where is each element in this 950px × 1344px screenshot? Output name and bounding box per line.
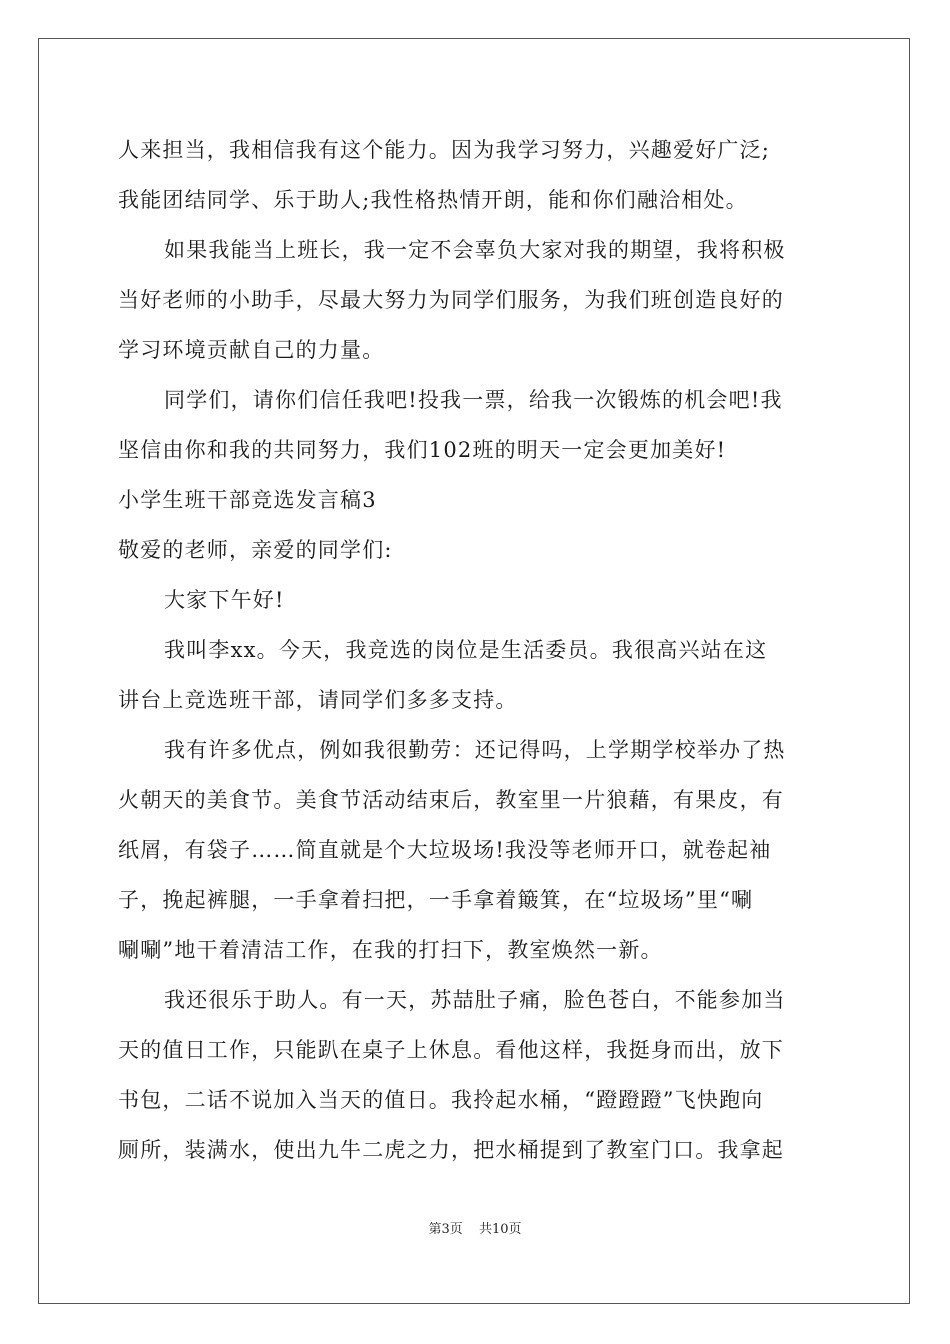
text-line: 子，挽起裤腿，一手拿着扫把，一手拿着簸箕，在“垃圾场”里“唰 (118, 888, 754, 912)
text-line: 讲台上竞选班干部，请同学们多多支持。 (118, 688, 518, 712)
text-line: 我还很乐于助人。有一天，苏喆肚子痛，脸色苍白，不能参加当 (164, 988, 786, 1012)
text-line: 我有许多优点，例如我很勤劳：还记得吗，上学期学校举办了热 (164, 738, 786, 762)
text-line: 学习环境贡献自己的力量。 (118, 338, 385, 362)
text-line: 当好老师的小助手，尽最大努力为同学们服务，为我们班创造良好的 (118, 288, 784, 312)
text-line: 书包，二话不说加入当天的值日。我拎起水桶，“蹬蹬蹬”飞快跑向 (118, 1088, 764, 1112)
text-line: 坚信由你和我的共同努力，我们102班的明天一定会更加美好! (118, 438, 727, 462)
text-line: 厕所，装满水，使出九牛二虎之力，把水桶提到了教室门口。我拿起 (118, 1138, 784, 1162)
text-line: 大家下午好! (164, 588, 285, 612)
text-line: 小学生班干部竞选发言稿3 (118, 488, 377, 512)
page-number-current: 第3页 (428, 1222, 463, 1237)
text-line: 同学们，请你们信任我吧!投我一票，给我一次锻炼的机会吧!我 (164, 388, 783, 412)
text-line: 纸屑，有袋子……简直就是个大垃圾场!我没等老师开口，就卷起袖 (118, 838, 772, 862)
text-line: 人来担当，我相信我有这个能力。因为我学习努力，兴趣爱好广泛; (118, 138, 771, 162)
page-footer (0, 1218, 950, 1237)
text-line: 唰唰”地干着清洁工作，在我的打扫下，教室焕然一新。 (118, 938, 663, 962)
text-line: 火朝天的美食节。美食节活动结束后，教室里一片狼藉，有果皮，有 (118, 788, 784, 812)
text-line: 如果我能当上班长，我一定不会辜负大家对我的期望，我将积极 (164, 238, 786, 262)
page-number-total: 共10页 (478, 1222, 522, 1237)
text-line: 我能团结同学、乐于助人;我性格热情开朗，能和你们融洽相处。 (118, 188, 748, 212)
text-line: 敬爱的老师，亲爱的同学们: (118, 538, 393, 562)
text-line: 我叫李xx。今天，我竞选的岗位是生活委员。我很高兴站在这 (164, 638, 768, 662)
document-body (118, 125, 834, 1175)
text-line: 天的值日工作，只能趴在桌子上休息。看他这样，我挺身而出，放下 (118, 1038, 784, 1062)
